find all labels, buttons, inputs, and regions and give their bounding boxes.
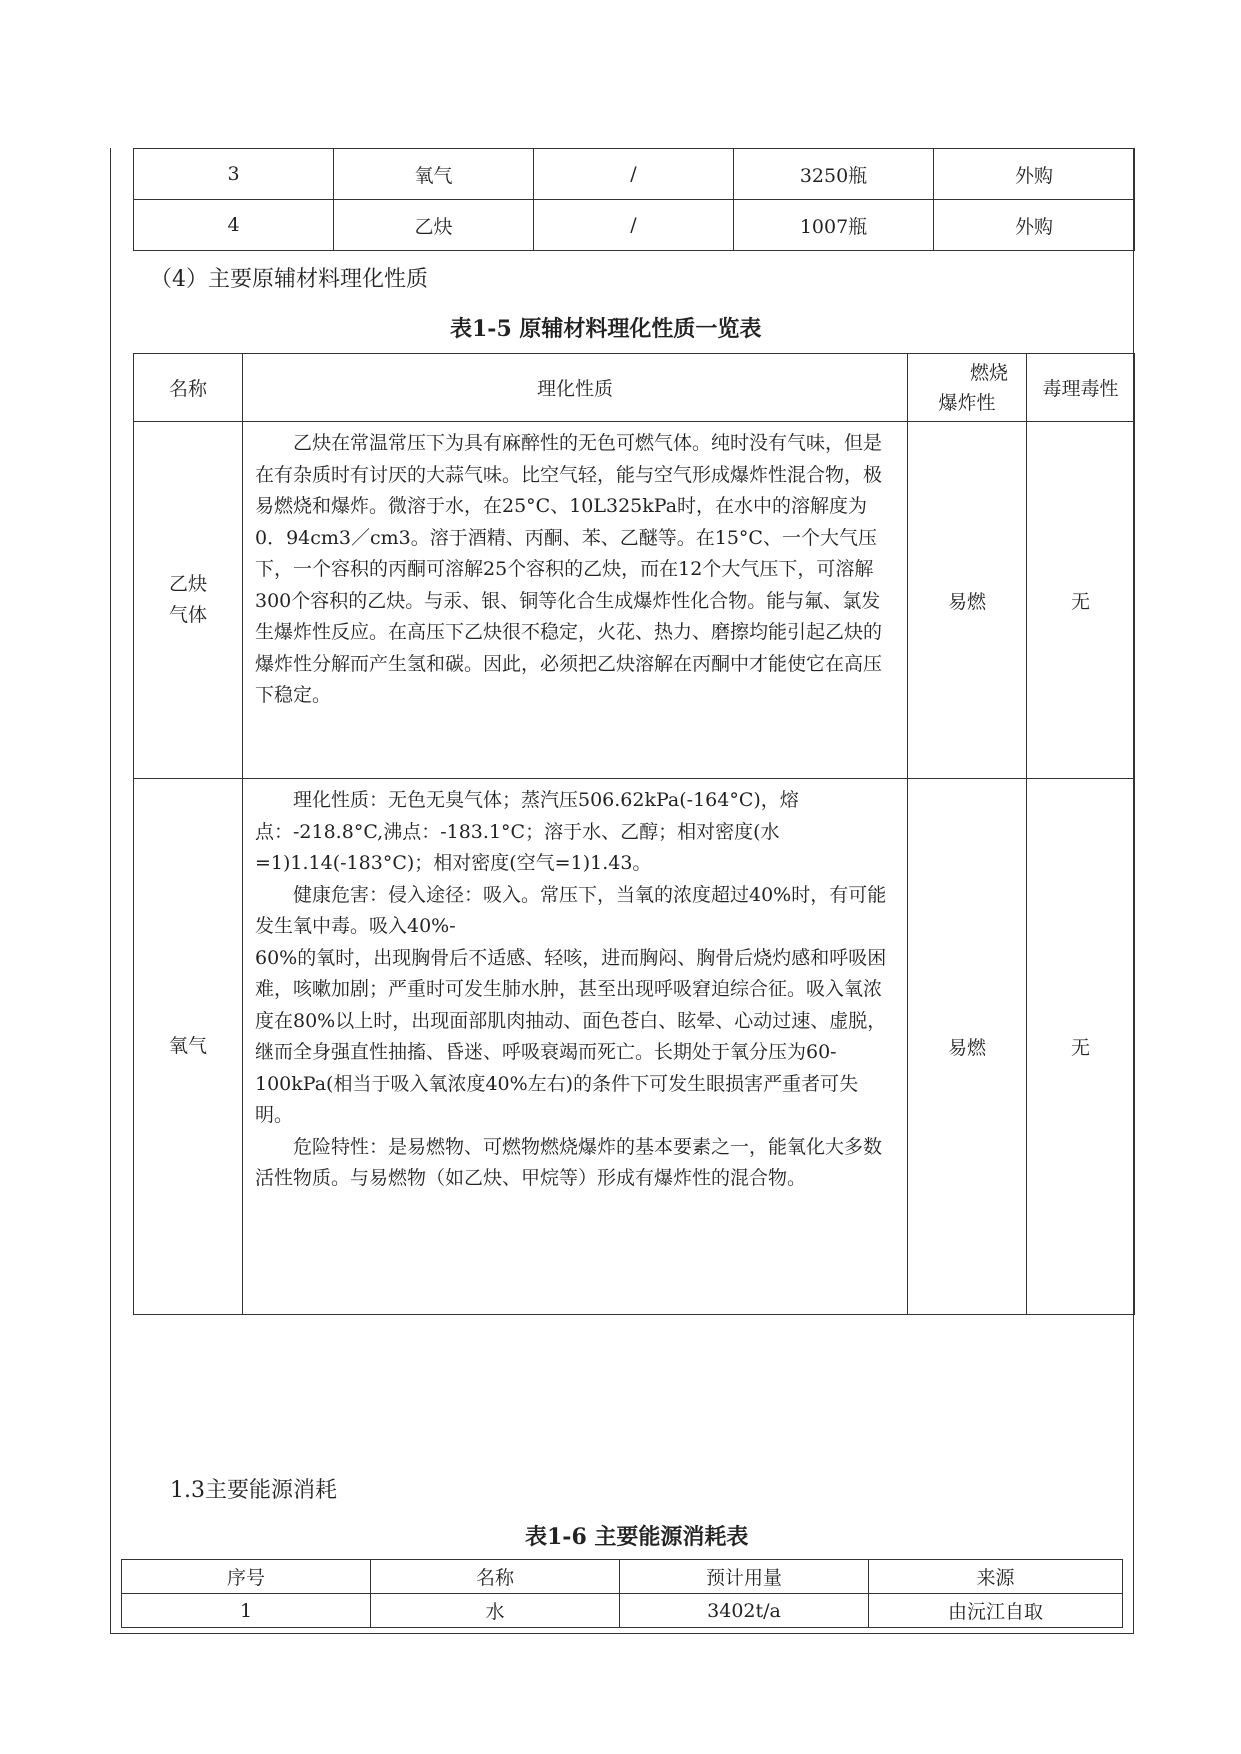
header-properties: 理化性质 [243,354,908,422]
table-cell: 3402t/a [620,1594,869,1628]
properties-paragraph: 危险特性：是易燃物、可燃物燃烧爆炸的基本要素之一，能氧化大多数活性物质。与易燃物（如乙炔、甲烷等）形成有爆炸性的混合物。 [255,1135,883,1189]
table-cell: 外购 [934,149,1135,200]
table-cell: 乙炔 [334,200,534,251]
properties-paragraph: 健康危害：侵入途径：吸入。常压下，当氧的浓度超过40%时，有可能发生氧中毒。吸入40%- [255,883,887,937]
table-row [134,779,1135,1315]
properties-paragraph: 100kPa(相当于吸入氧浓度40%左右)的条件下可发生眼损害严重者可失明。 [255,1072,859,1126]
material-name-line1: 氧气 [168,1035,207,1057]
material-properties [243,422,908,779]
header-name: 名称 [134,354,243,422]
table-row [134,200,1135,251]
table-row [134,149,1135,200]
properties-table [133,353,1135,1315]
header-toxicity: 毒理毒性 [1027,354,1135,422]
header-cell: 预计用量 [620,1560,869,1594]
header-cell: 序号 [122,1560,371,1594]
material-name [134,422,243,779]
properties-paragraph: 理化性质：无色无臭气体；蒸汽压506.62kPa(-164°C)，熔点：-218.8°C,沸点：-183.1°C；溶于水、乙醇；相对密度(水=1)1.14(-183°C)；相对密度(空气=1)1.43。 [255,789,799,874]
material-flammability: 易燃 [908,779,1027,1315]
material-name-line2: 气体 [168,604,207,626]
section-4-heading: （4）主要原辅材料理化性质 [150,267,428,292]
table-cell: 外购 [934,200,1135,251]
material-toxicity: 无 [1027,422,1135,779]
table-header-row [122,1560,1123,1594]
material-toxicity: 无 [1027,779,1135,1315]
table-1-5-caption: 表1-5 原辅材料理化性质一览表 [450,316,762,342]
header-flammability-line1: 燃烧 [969,361,1008,384]
table-cell: 由沅江自取 [869,1594,1123,1628]
table-cell: 氧气 [334,149,534,200]
table-cell: 1 [122,1594,371,1628]
properties-paragraph: 乙炔在常温常压下为具有麻醉性的无色可燃气体。纯时没有气味，但是在有杂质时有讨厌的大蒜气味。比空气轻，能与空气形成爆炸性混合物，极易燃烧和爆炸。微溶于水，在25°C、10L325kPa时，在水中的溶解度为0．94cm3／cm3。溶于酒精、丙酮、苯、乙醚等。在15°C、一个大气压下，一个容积的丙酮可溶解25个容积的乙炔，而在12个大气压下，可溶解300个容积的乙炔。与汞、银、铜等化合生成爆炸性化合物。能与氟、氯发生爆炸性反应。在高压下乙炔很不稳定，火花、热力、磨擦均能引起乙炔的爆炸性分解而产生氢和碳。因此，必须把乙炔溶解在丙酮中才能使它在高压下稳定。 [255,432,883,706]
properties-paragraph: 60%的氧时，出现胸骨后不适感、轻咳，进而胸闷、胸骨后烧灼感和呼吸困难，咳嗽加剧；严重时可发生肺水肿，甚至出现呼吸窘迫综合征。吸入氧浓度在80%以上时，出现面部肌肉抽动、面色苍白、眩晕、心动过速、虚脱，继而全身强直性抽搐、昏迷、呼吸衰竭而死亡。长期处于氧分压为60- [255,946,887,1063]
material-name [134,779,243,1315]
header-cell: 来源 [869,1560,1123,1594]
table-cell: 1007瓶 [734,200,934,251]
table-cell: 3250瓶 [734,149,934,200]
table-cell: 3 [134,149,334,200]
materials-table-continued [133,148,1135,251]
material-name-line1: 乙炔 [168,573,207,595]
table-header-row [134,354,1135,422]
table-cell: 水 [371,1594,620,1628]
table-cell: / [534,200,734,251]
section-1-3-heading: 1.3主要能源消耗 [170,1478,337,1503]
energy-table [121,1559,1123,1628]
table-cell: / [534,149,734,200]
material-properties [243,779,908,1315]
header-flammability [908,354,1027,422]
material-flammability: 易燃 [908,422,1027,779]
header-flammability-line2: 爆炸性 [938,391,996,414]
table-cell: 4 [134,200,334,251]
table-1-6-caption: 表1-6 主要能源消耗表 [525,1524,749,1550]
table-row [122,1594,1123,1628]
header-cell: 名称 [371,1560,620,1594]
table-row [134,422,1135,779]
